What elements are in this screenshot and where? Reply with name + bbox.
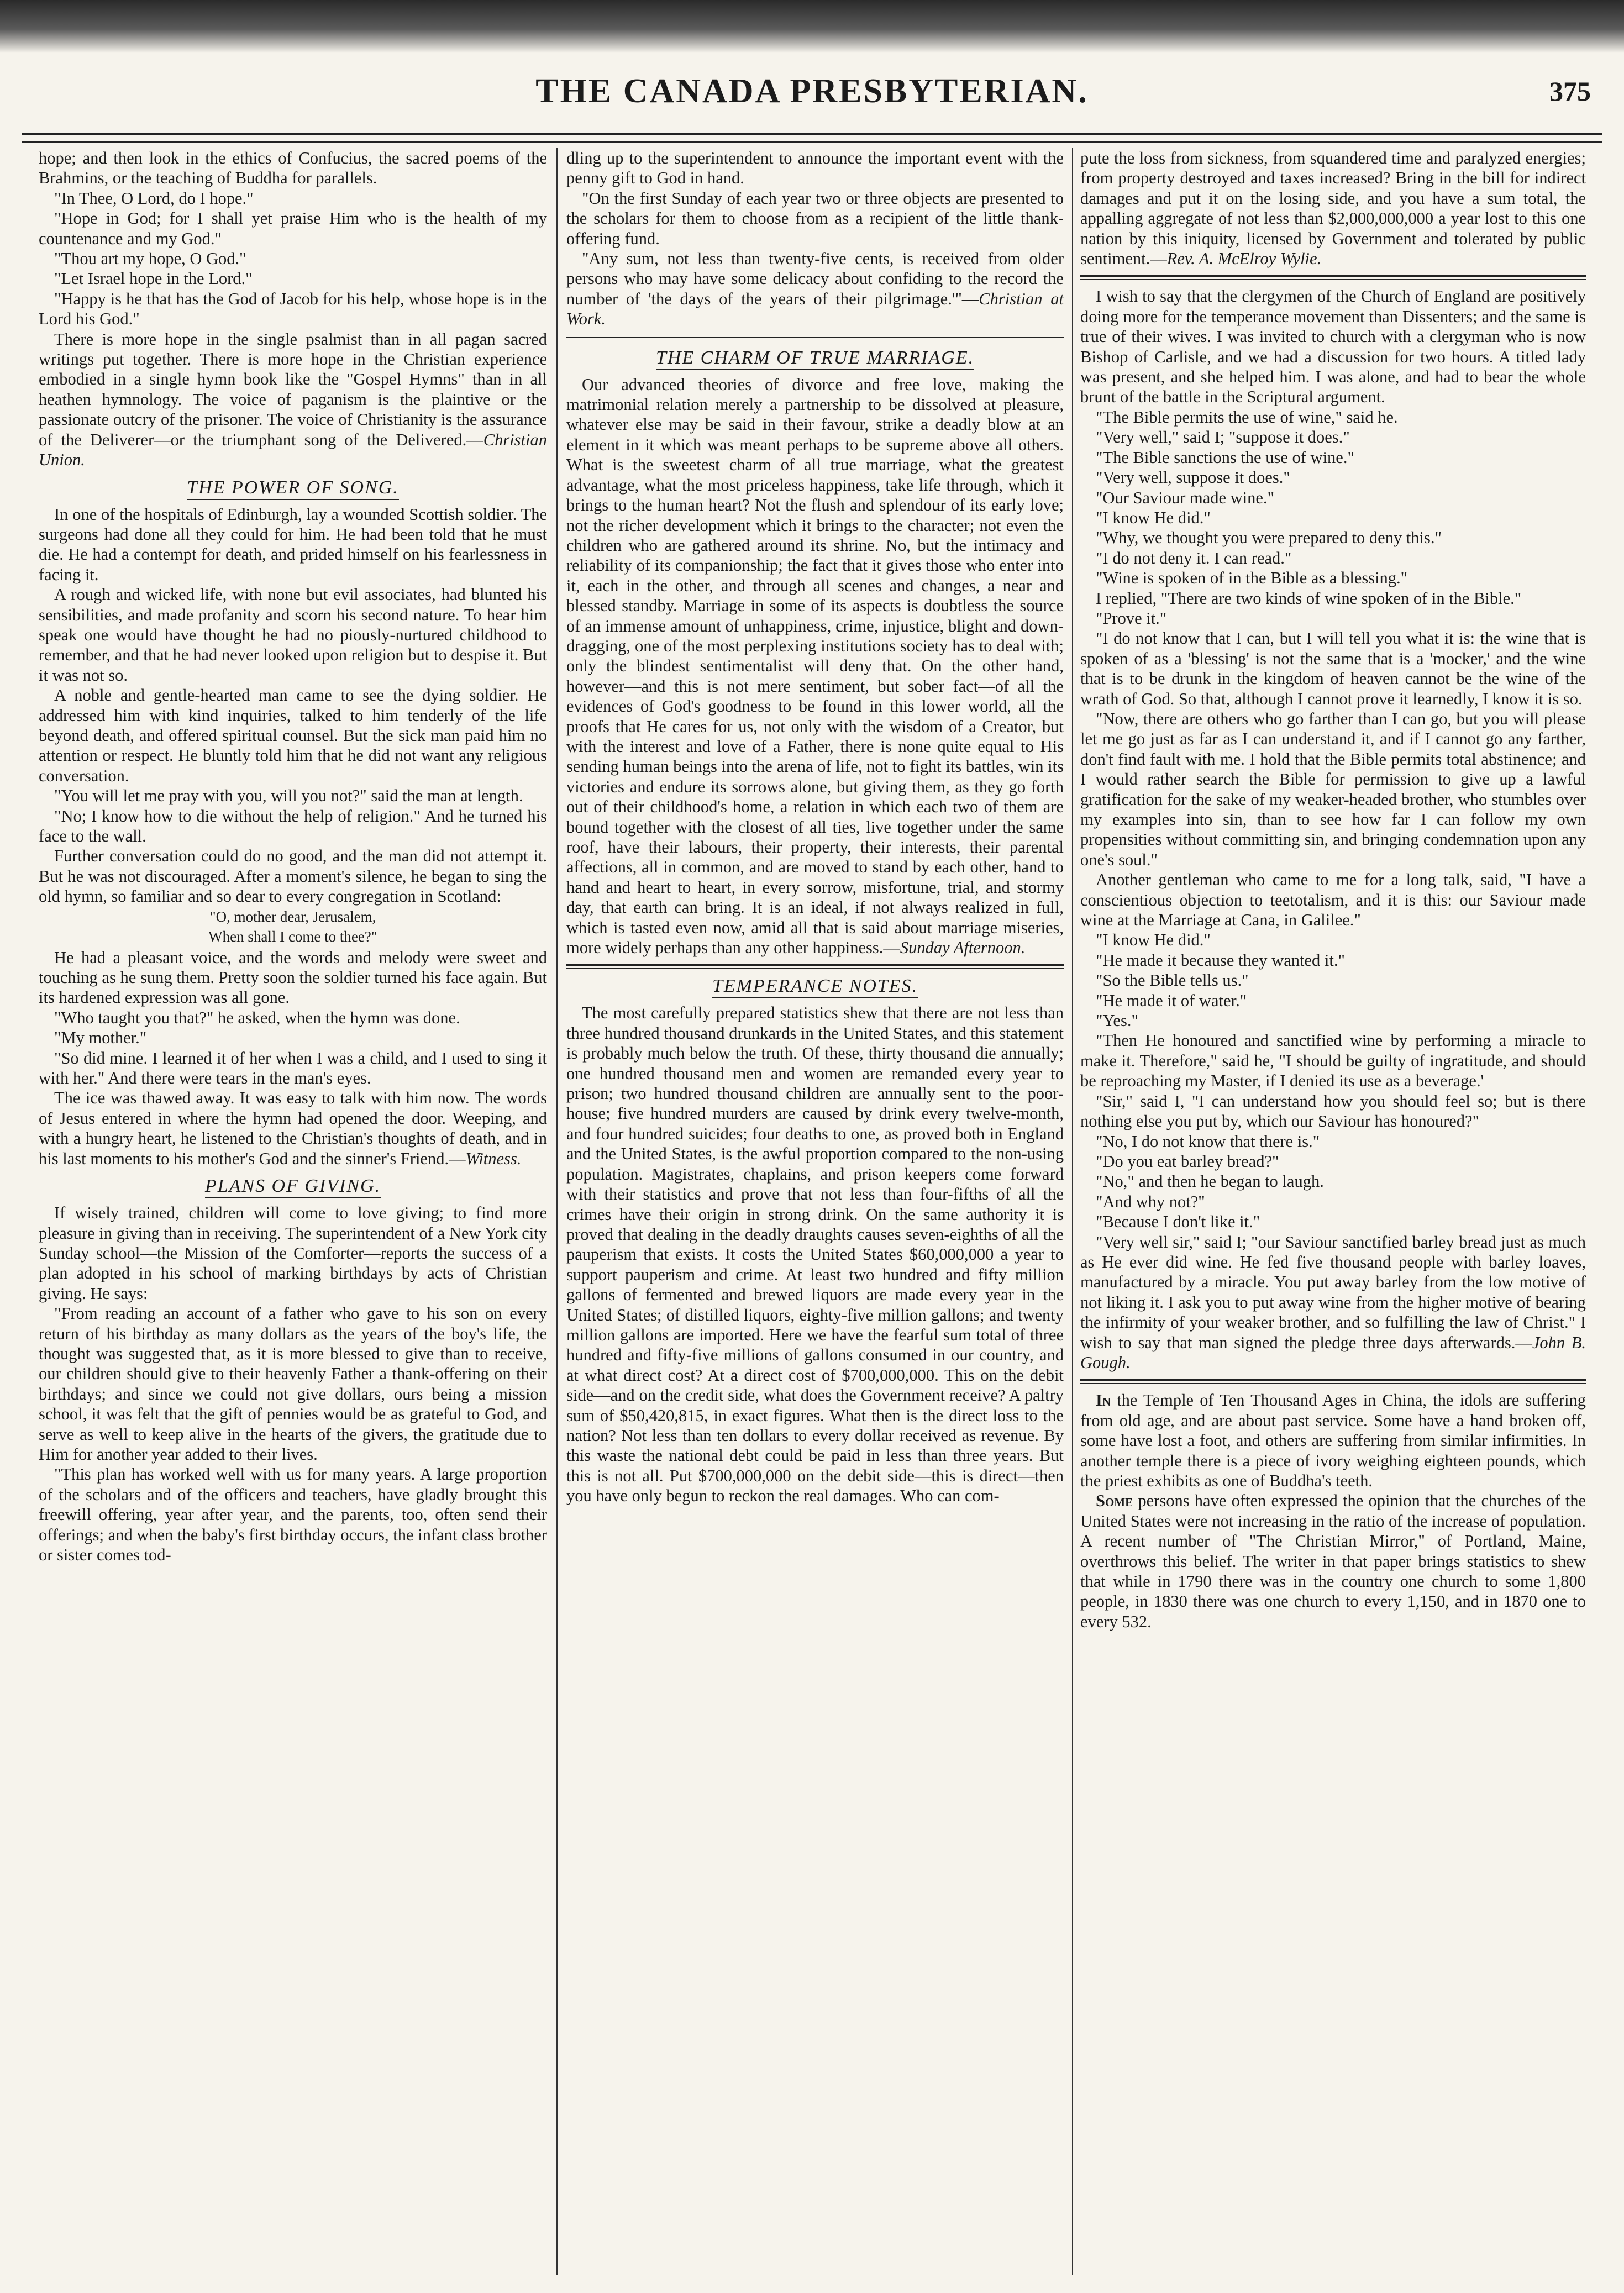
masthead [0, 72, 1624, 127]
paragraph: "In Thee, O Lord, do I hope." [54, 188, 254, 208]
paragraph: "Because I don't like it." [1096, 1212, 1260, 1232]
section-rule [1080, 275, 1586, 280]
article-heading [566, 975, 1064, 997]
page-top-edge [0, 0, 1624, 53]
paragraph: "I do not deny it. I can read." [1096, 548, 1292, 567]
paragraph: "Do you eat barley bread?" [1096, 1151, 1279, 1171]
article-signature: Christian Union. [39, 430, 547, 470]
paragraph: "Why, we thought you were prepared to deny this." [1096, 528, 1442, 548]
paragraph [566, 375, 1064, 958]
paragraph: "Now, there are others who go farther than I can go, but you will please let me go just as far as I can understand it, and if I cannot go any farther, don't find fault with me. I hold that the Bible permits total abstinence; and I would rather search the Bible for permission to give up a lawful gratification for the sake of my weaker-headed brother, who stumbles over my examples into sin, than to see how far I can follow my own propensities without committing sin, and bringing condemnation upon any one's soul." [1080, 709, 1586, 869]
paragraph: "And why not?" [1096, 1192, 1205, 1211]
paragraph: "Very well," said I; "suppose it does." [1096, 428, 1350, 447]
column-divider [1072, 148, 1073, 2275]
paragraph-text: Our advanced theories of divorce and free love, making the matrimonial relation merely a partnership to be dissolved at pleasure, whatever else may be said in their favour, strike a deadly blow at an element in it which was meant perhaps to be supreme above all others. What is the sweetest charm of all true marriage, what the greatest advantage, what the most priceless happiness, take life through, which it brings to the human heart? Not the flush and splendour of its early love; not the richer development which it brings to the character; not even the children who are gathered around its shrine. No, but the intimacy and reliability of its companionship; the fact that it gives those who enter into it, each in the other, and through all scenes and changes, a near and blessed standby. Marriage in some of its aspects is doubtless the source of an immense amount of unhappiness, crime, injustice, blight and down-dragging, one of the most perplexing institutions society has to deal with; only the blindest sentimentalist will deny that. On the other hand, however—and this is not mere sentiment, but sober fact—of all the evidences of God's goodness to be found in this lower world, all the proofs that He cares for us, not only with the wisdom of a Creator, but with the interest and love of a Father, there is none quite equal to His sending human beings into the arena of life, not to fight its battles, win its victories and endure its sorrows alone, but giving them, as they go forth out of their childhood's home, a relation in which each two of them are bound together with the closest of all ties, live together under the same roof, have their labours, their property, their interests, their parental affections, all in common, and are moved to stand by each other, hand to hand and heart to heart, in every sorrow, misfortune, trial, and stormy day, that earth can bring. It is an ideal, if not always realized in full, which is tasted even now, amid all that is said about marriage miseries, more widely perhaps than any other happiness.— [566, 375, 1064, 958]
hymn-verse-line: When shall I come to thee?" [208, 928, 377, 945]
column-2 [566, 148, 1064, 2275]
paragraph: "No, I do not know that there is." [1096, 1132, 1320, 1151]
paragraph: "So the Bible tells us." [1096, 971, 1249, 990]
paragraph: I replied, "There are two kinds of wine spoken of in the Bible." [1096, 588, 1522, 608]
paragraph-text: There is more hope in the single psalmist than in all pagan sacred writings put together. There is more hope in the Christian experience embodied in a single hymn book like the "Gospel Hymns" than in all heathen hymnology. The voice of paganism is the plaintive or the passionate outcry of the prisoner. The voice of Christianity is the assurance of the Deliverer—or the triumphant song of the Delivered.— [39, 329, 547, 449]
article-signature: Christian at Work. [566, 289, 1064, 329]
paragraph: "Our Saviour made wine." [1096, 488, 1275, 507]
paragraph: "I know He did." [1096, 508, 1211, 527]
paragraph-text: "Any sum, not less than twenty-five cents, is received from older persons who may have some delicacy about confiding to the record the number of 'the days of the years of their pilgrimage.'"— [566, 249, 1064, 308]
paragraph-text: the Temple of Ten Thousand Ages in China, the idols are suffering from old age, and are about past service. Some have a hand broken off, some have lost a foot, and others are suffering from similar infirmities. In another temple there is a piece of ivory weighing eighteen pounds, which the priest exhibits as one of Buddha's teeth. [1080, 1391, 1586, 1490]
page-number: 375 [1549, 76, 1591, 107]
section-rule [1080, 1379, 1586, 1384]
paragraph-text: pute the loss from sickness, from squandered time and paralyzed energies; from property destroyed and taxes increased? Bring in the bill for indirect damages and put it on the losing side, and you have a sum total, the appalling aggregate of not less than $2,000,000,000 a year lost to this one nation by this iniquity, licensed by Government and tolerated by public sentiment.— [1080, 149, 1586, 269]
heading-text: THE POWER OF SONG. [187, 477, 399, 500]
paragraph: "Happy is he that has the God of Jacob for his help, whose hope is in the Lord his God." [39, 289, 547, 329]
paragraph: "Yes." [1096, 1011, 1138, 1030]
paragraph: I wish to say that the clergymen of the Church of England are positively doing more for the temperance movement than Dissenters; and the same is true of their wives. I was invited to church with a clergyman who is now Bishop of Carlisle, and we had a discussion for two hours. A titled lady was present, and she helped him. I was alone, and had to bear the whole brunt of the battle in the Scriptural argument. [1080, 287, 1586, 407]
column-1 [39, 148, 547, 2275]
paragraph: "Let Israel hope in the Lord." [54, 269, 253, 288]
paragraph: "He made it because they wanted it." [1096, 950, 1345, 970]
article-heading [39, 477, 547, 499]
paragraph: Another gentleman who came to me for a long talk, said, "I have a conscientious objection to teetotalism, and it is this: our Saviour made wine at the Marriage at Cana, in Galilee." [1080, 870, 1586, 930]
paragraph-text: "Very well sir," said I; "our Saviour sanctified barley bread just as much as He ever did wine. He fed five thousand people with barley loaves, manufactured by a miracle. You put away barley from the low motive of not liking it. I ask you to put away wine from the higher motive of bearing the infirmity of your weaker brother, and so fulfilling the law of Christ." I wish to say that man signed the pledge three days afterwards.— [1080, 1232, 1586, 1352]
paragraph: "On the first Sunday of each year two or three objects are presented to the scholars for them to choose from as a recipient of the little thank-offering fund. [566, 188, 1064, 248]
paragraph: "Then He honoured and sanctified wine by performing a miracle to make it. Therefore," said he, "I should be guilty of ingratitude, and should be reproaching my Master, if I denied its use as a beverage.' [1080, 1031, 1586, 1091]
column-3 [1080, 148, 1586, 2275]
newspaper-title: THE CANADA PRESBYTERIAN. [535, 72, 1089, 110]
paragraph: "He made it of water." [1096, 991, 1247, 1010]
paragraph: "I know He did." [1096, 930, 1211, 950]
paragraph-text: The ice was thawed away. It was easy to talk with him now. The words of Jesus entered in where the hymn had opened the door. Weeping, and with a hungry heart, he listened to the Christian's thoughts of death, and in his last moments to his mother's God and the sinner's Friend.— [39, 1088, 547, 1168]
paragraph: "You will let me pray with you, will you not?" said the man at length. [54, 786, 523, 806]
paragraph: If wisely trained, children will come to love giving; to find more pleasure in giving than in receiving. The superintendent of a New York city Sunday school—the Mission of the Comforter—reports the success of a plan adopted in his school of marking birthdays by acts of Christian giving. He says: [39, 1203, 547, 1303]
paragraph: "Very well, suppose it does." [1096, 468, 1290, 487]
paragraph: "No; I know how to die without the help of religion." And he turned his face to the wall. [39, 806, 547, 845]
paragraph: "I do not know that I can, but I will tell you what it is: the wine that is spoken of as a 'blessing' is not the same that is a 'mocker,' and the wine that is to be drunk in the kingdom of heaven cannot be the wine of the wrath of God. So that, although I cannot prove it learnedly, I know it is so. [1080, 629, 1586, 708]
article-heading [566, 347, 1064, 369]
paragraph: "This plan has worked well with us for many years. A large proportion of the scholars and of the officers and teachers, have gladly brought this freewill offering, year after year, and the parents, too, often send their offerings; and when the baby's first birthday occurs, the infant class brother or sister comes tod- [39, 1465, 547, 1564]
heading-text: THE CHARM OF TRUE MARRIAGE. [656, 348, 974, 370]
article-heading [39, 1175, 547, 1197]
hymn-verse-line: "O, mother dear, Jerusalem, [209, 908, 376, 925]
paragraph: "No," and then he began to laugh. [1096, 1172, 1324, 1191]
paragraph: "Sir," said I, "I can understand how you should feel so; but is there nothing else you put by, which our Saviour has honoured?" [1080, 1091, 1586, 1131]
paragraph: A rough and wicked life, with none but evil associates, had blunted his sensibilities, and made profanity and scorn his second nature. To hear him speak one would have thought he had no piously-nurtured childhood to remember, and that he had never looked upon religion but to despise it. But it was not so. [39, 585, 547, 685]
article-signature: Witness. [465, 1149, 522, 1168]
paragraph: "So did mine. I learned it of her when I was a child, and I used to sing it with her." And there were tears in the man's eyes. [39, 1048, 547, 1088]
paragraph [566, 249, 1064, 329]
column-divider [556, 148, 558, 2275]
heading-text: PLANS OF GIVING. [205, 1176, 381, 1198]
paragraph [39, 329, 547, 470]
paragraph: "Thou art my hope, O God." [54, 249, 246, 269]
paragraph: "Prove it." [1096, 608, 1167, 628]
paragraph [1080, 1491, 1586, 1632]
lead-word: In [1096, 1391, 1111, 1410]
paragraph: In one of the hospitals of Edinburgh, lay a wounded Scottish soldier. The surgeons had done all they could for him. He had been told that he must die. He had a contempt for death, and prided himself on his fearlessness in facing it. [39, 504, 547, 584]
paragraph [1080, 148, 1586, 269]
paragraph: "From reading an account of a father who gave to his son on every return of his birthday as many dollars as the years of the boy's life, the thought was suggested that, as it is more blessed to give than to receive, our children should give to their heavenly Father a thank-offering on their birthdays; and since we could not give dollars, ours being a mission school, it was felt that the gift of pennies would be as grateful to God, and serve as well to keep alive in the hearts of the givers, the gratitude due to Him for another year added to their lives. [39, 1304, 547, 1464]
paragraph: The most carefully prepared statistics shew that there are not less than three hundred thousand drunkards in the United States, and this statement is probably much below the truth. Of these, thirty thousand die annually; one hundred thousand men and women are remanded every year to prison; two hundred thousand children are annually sent to the poor-house; five hundred murders are caused by drink every twelve-month, and four hundred suicides; four deaths to one, as proved both in England and the United States, is the awful proportion compared to the non-using population. Magistrates, chaplains, and prison keepers come forward with their statistics and prove that not less than four-fifths of all the crimes have their origin in strong drink. On the same authority it is proved that dealing in the deadly draughts causes seven-eighths of all the pauperism that exists. It costs the United States $60,000,000 a year to support pauperism and crime. At least two hundred and fifty million gallons of fermented and brewed liquors are made every year in the United States; of distilled liquors, eighty-five million gallons; and twenty million gallons are imported. Here we have the fearful sum total of three hundred and fifty-five millions of gallons consumed in our country, and at what direct cost? At a direct cost of $700,000,000. This on the debit side—and on the credit side, what does the Government receive? A paltry sum of $50,420,815, in exact figures. What then is the direct loss to the nation? Not less than ten dollars to every dollar received as revenue. By this waste the national debt could be paid in less than three years. But this is not all. Put $700,000,000 on the debit side—this is direct—then you have only begun to reckon the real damages. Who can com- [566, 1003, 1064, 1506]
paragraph: "My mother." [54, 1028, 147, 1048]
paragraph: "The Bible permits the use of wine," said he. [1096, 407, 1398, 427]
paragraph: "Who taught you that?" he asked, when the hymn was done. [54, 1008, 460, 1027]
article-signature: Rev. A. McElroy Wylie. [1166, 249, 1322, 269]
article-signature: John B. Gough. [1080, 1333, 1586, 1372]
paragraph: dling up to the superintendent to announce the important event with the penny gift to God in hand. [566, 149, 1064, 188]
paragraph: hope; and then look in the ethics of Confucius, the sacred poems of the Brahmins, or the teaching of Buddha for parallels. [39, 149, 547, 188]
paragraph: "Hope in God; for I shall yet praise Him who is the health of my countenance and my God." [39, 209, 547, 248]
article-signature: Sunday Afternoon. [900, 938, 1026, 958]
masthead-rule [22, 133, 1602, 143]
paragraph [1080, 1390, 1586, 1491]
paragraph: A noble and gentle-hearted man came to see the dying soldier. He addressed him with kind inquiries, talked to him tenderly of the life beyond death, and offered spiritual counsel. But the sick man paid him no attention or respect. He bluntly told him that he did not want any religious conversation. [39, 686, 547, 785]
paragraph: "Wine is spoken of in the Bible as a blessing." [1096, 569, 1408, 588]
paragraph: "The Bible sanctions the use of wine." [1096, 448, 1354, 467]
heading-text: TEMPERANCE NOTES. [712, 976, 918, 998]
section-rule [566, 336, 1064, 340]
paragraph: Further conversation could do no good, and the man did not attempt it. But he was not discouraged. After a moment's silence, he began to sing the old hymn, so familiar and so dear to every congregation in Scotland: [39, 846, 547, 906]
paragraph-text: persons have often expressed the opinion that the churches of the United States were not increasing in the ratio of the increase of population. A recent number of "The Christian Mirror," of Portland, Maine, overthrows this belief. The writer in that paper brings statistics to shew that while in 1790 there was in the country one church to some 1,800 people, in 1830 there was one church to every 1,150, and in 1870 one to every 532. [1080, 1491, 1586, 1631]
paragraph [1080, 1232, 1586, 1373]
paragraph [39, 1088, 547, 1169]
lead-word: Some [1096, 1491, 1133, 1511]
section-rule [566, 964, 1064, 969]
paragraph: He had a pleasant voice, and the words and melody were sweet and touching as he sung them. Pretty soon the soldier turned his face again. But its hardened expression was all gone. [39, 948, 547, 1007]
